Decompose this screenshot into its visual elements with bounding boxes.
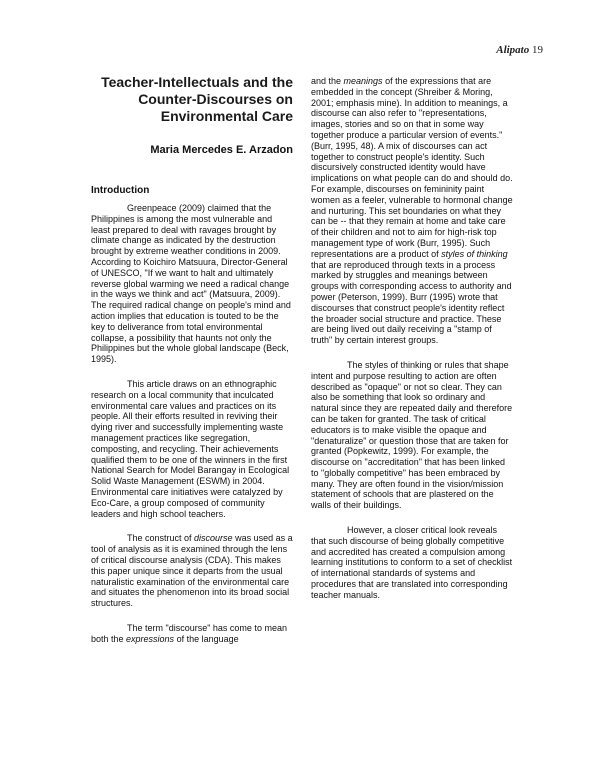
text-run: that are reproduced through texts in a process marked by struggles and meanings between groups with corresponding access to authority and power (Peterson, 1999). Burr (1995) wrote that discourses that construct people's identity reflect the broader social structure and practice. These are being lived out daily receiving a "stamp of truth" by certain interest groups. (311, 259, 512, 346)
right-paragraph-1 (311, 76, 513, 346)
article-title: Teacher-Intellectuals and the Counter-Discourses on Environmental Care (101, 74, 293, 124)
journal-name: Alipato (496, 44, 530, 56)
emphasis-term: meanings (343, 76, 383, 86)
right-paragraph-2: The styles of thinking or rules that shape intent and purpose resulting to action are often described as "opaque" or not so clear. They can also be something that look so ordinary and natural since they are repeated daily and therefore can be taken for granted. The task of critical educators is to make visible the opaque and "denaturalize" or question those that are taken for granted (Popkewitz, 1999). For example, the discourse on "accreditation" that has been linked to "globally competitive" has been embraced by many. They are often found in the vision/mission statement of schools that are plastered on the walls of their buildings. (311, 359, 513, 511)
text-run: of the language (174, 633, 239, 644)
intro-paragraph-2: This article draws on an ethnographic research on a local community that inculcated environmental care values and practices on its people. All their efforts resulted in reviving their dying river and successfully implementing waste management practices like segregation, composting, and recycling. Their achievements qualified them to be one of the winners in the first National Search for Model Barangay in Ecological Solid Waste Management (ESWM) in 2004. Environmental care initiatives were catalyzed by Eco-Care, a group composed of community leaders and high school teachers. (91, 378, 290, 519)
intro-paragraph-4 (91, 623, 293, 645)
left-column (91, 74, 293, 644)
emphasis-term: discourse (194, 533, 233, 544)
right-paragraph-3: However, a closer critical look reveals that such discourse of being globally competitive and accredited has created a compulsion among learning institutions to conform to a set of checklist of international standards of systems and procedures that are translated into corresponding teacher manuals. (311, 525, 513, 600)
emphasis-term: expressions (126, 633, 175, 644)
author-name: Maria Mercedes E. Arzadon (150, 144, 293, 156)
text-run: of the expressions that are embedded in the concept (Shreiber & Moring, 2001; emphasis mine). In addition to meanings, a discourse can also refer to "representations, images, stories and so on that in some way together produce a particular version of events." (Burr, 1995, 48). A mix of discourses can act together to construct people's identity. Such discursively constructed identity would have implications on what people can do and should do. For example, discourses on femininity paint women as a feeler, vulnerable to hormonal change and nurturing. This set boundaries on what they can be -- that they remain at home and take care of their children and not to aim for high-risk top management type of work (Burr, 1995). Such representations are a product of (311, 76, 513, 259)
text-run: and the (311, 76, 344, 86)
running-header (496, 44, 543, 56)
section-heading-introduction: Introduction (91, 185, 150, 196)
intro-paragraph-1: Greenpeace (2009) claimed that the Philippines is among the most vulnerable and least prepared to deal with ravages brought by climate change as indicated by the destruction brought by extreme weather conditions in 2009. According to Koichiro Matsuura, Director-General of UNESCO, "If we want to halt and ultimately reverse global warming we need a radical change in the ways we think and act" (Matsuura, 2009). The required radical change on people's mind and action implies that education is touted to be the key to deliverance from total environmental collapse, a possibility that haunts not only the Philippines but the whole global landscape (Beck, 1995). (91, 203, 291, 365)
emphasis-term: styles of thinking (441, 248, 508, 259)
right-column (311, 76, 513, 601)
page-number: 19 (532, 44, 543, 56)
intro-paragraph-3 (91, 533, 293, 609)
text-run: The term "discourse" has come to mean both the (91, 622, 287, 644)
text-run: was used as a tool of analysis as it is examined through the lens of critical discourse analysis (CDA). This makes this paper unique since it departs from the usual naturalistic examination of the environmental care and situates the phenomenon into its broad social structures. (91, 533, 293, 609)
text-run: The construct of (127, 533, 195, 544)
